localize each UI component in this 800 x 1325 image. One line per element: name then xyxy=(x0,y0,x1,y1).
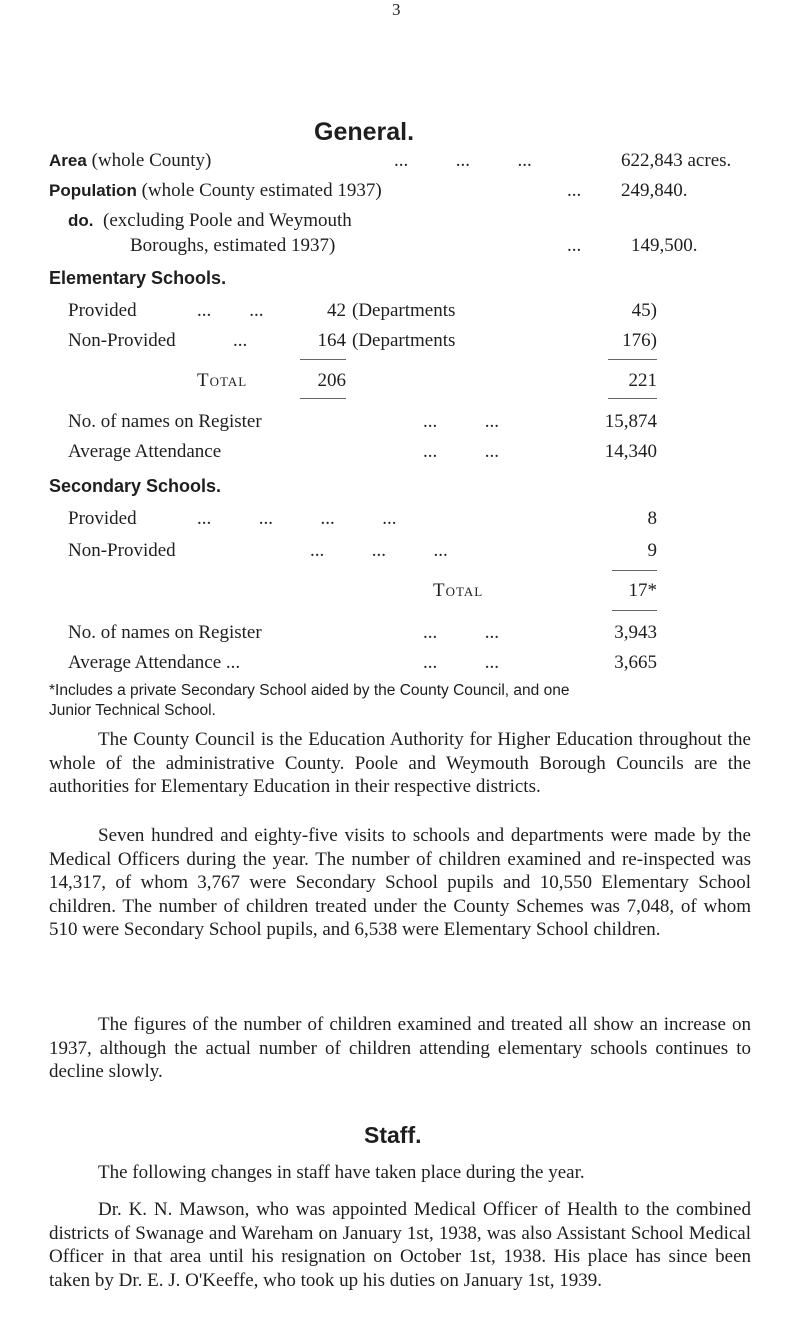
paragraph-figures: The figures of the number of children examined and treated all show an increase on 1937, although the actual number of children attending elementary schools continues to decline slowly. xyxy=(49,1014,751,1082)
elem-attendance-value: 14,340 xyxy=(604,441,657,462)
elem-total-depts-rule xyxy=(608,398,657,399)
staff-heading: Staff. xyxy=(364,1122,422,1148)
paragraph-visits: Seven hundred and eighty-five visits to schools and departments were made by the Medical Officers during the year. The number of children examined and re-inspected was 14,317, of whom 3,767 were Secondary School pupils and 10,550 Elementary School children. The number of children treated under the County Schemes was 7,048, of whom 510 were Secondary School pupils, and 6,538 were Elementary School children. xyxy=(49,825,751,940)
do-value: 149,500. xyxy=(631,235,698,256)
elem-total-depts: 221 xyxy=(628,370,657,391)
elem-nonprovided-dots: ... xyxy=(233,330,248,351)
sec-provided-dots: ... ... ... ... xyxy=(197,508,397,529)
elem-nonprovided-dept-label: (Departments xyxy=(352,330,456,351)
elementary-heading: Elementary Schools. xyxy=(49,268,227,288)
sec-nonprovided-dots: ... ... ... xyxy=(310,540,448,561)
area-label: Area xyxy=(49,151,87,170)
elem-nonprovided-schools: 164 xyxy=(317,330,346,351)
sec-provided-label: Provided xyxy=(68,508,137,529)
population-label: Population xyxy=(49,181,137,200)
sec-total-value: 17* xyxy=(628,580,657,601)
population-value: 249,840. xyxy=(621,180,688,201)
paragraph-education-authority: The County Council is the Education Authority for Higher Education throughout the whole of the administrative County. Poole and Weymouth Borough Councils are the authorities for Elementary Education in their respective districts. xyxy=(49,729,751,797)
sec-register-dots: ... ... xyxy=(423,622,499,643)
area-row xyxy=(49,150,211,172)
sec-total-rule xyxy=(612,610,657,611)
sec-nonprovided-value: 9 xyxy=(647,540,657,561)
population-desc: (whole County estimated 1937) xyxy=(141,180,382,201)
sec-rule xyxy=(612,570,657,571)
sec-register-value: 3,943 xyxy=(614,622,657,643)
population-row xyxy=(49,180,382,202)
area-value: 622,843 acres. xyxy=(621,150,732,171)
elem-provided-label: Provided xyxy=(68,300,137,321)
sec-attendance-dots: ... ... xyxy=(423,652,499,673)
paragraph-mawson: Dr. K. N. Mawson, who was appointed Medical Officer of Health to the combined districts of Swanage and Wareham on January 1st, 1938, was also Assistant School Medical Officer in that area until his resignation on October 1st, 1938. His place has since been taken by Dr. E. J. O'Keeffe, who took up his duties on January 1st, 1939. xyxy=(49,1199,751,1291)
sec-register-label: No. of names on Register xyxy=(68,622,262,643)
elem-provided-schools: 42 xyxy=(327,300,346,321)
area-desc: (whole County) xyxy=(91,150,212,171)
elem-provided-depts: 45) xyxy=(631,300,657,321)
elem-nonprovided-label: Non-Provided xyxy=(68,330,176,351)
secondary-heading: Secondary Schools. xyxy=(49,476,222,496)
page-number: 3 xyxy=(392,0,401,19)
general-heading: General. xyxy=(314,118,415,146)
elem-register-value: 15,874 xyxy=(604,411,657,432)
footnote-line2: Junior Technical School. xyxy=(49,702,216,719)
elem-attendance-dots: ... ... xyxy=(423,441,499,462)
elem-register-dots: ... ... xyxy=(423,411,499,432)
elem-provided-dots: ... ... xyxy=(197,300,264,321)
do-dots: ... xyxy=(567,235,582,256)
sec-attendance-value: 3,665 xyxy=(614,652,657,673)
sec-attendance-label: Average Attendance ... xyxy=(68,652,241,673)
sec-provided-value: 8 xyxy=(647,508,657,529)
elem-register-label: No. of names on Register xyxy=(68,411,262,432)
footnote-line1: *Includes a private Secondary School aided by the County Council, and one xyxy=(49,682,570,699)
elem-total-schools: 206 xyxy=(317,370,346,391)
do-desc-line1: (excluding Poole and Weymouth xyxy=(103,210,352,231)
elem-schools-rule xyxy=(300,359,346,360)
sec-nonprovided-label: Non-Provided xyxy=(68,540,176,561)
elem-total-schools-rule xyxy=(300,398,346,399)
elem-provided-dept-label: (Departments xyxy=(352,300,456,321)
area-dots: ... ... ... xyxy=(394,150,532,171)
do-row xyxy=(68,210,352,232)
elem-depts-rule xyxy=(608,359,657,360)
do-label: do. xyxy=(68,211,94,230)
elem-attendance-label: Average Attendance xyxy=(68,441,222,462)
population-dots: ... xyxy=(567,180,582,201)
elem-total-label: Total xyxy=(197,370,248,391)
sec-total-label: Total xyxy=(433,580,484,601)
do-desc-line2: Boroughs, estimated 1937) xyxy=(130,235,336,256)
paragraph-staff-changes: The following changes in staff have taken place during the year. xyxy=(98,1162,585,1183)
elem-nonprovided-depts: 176) xyxy=(622,330,657,351)
